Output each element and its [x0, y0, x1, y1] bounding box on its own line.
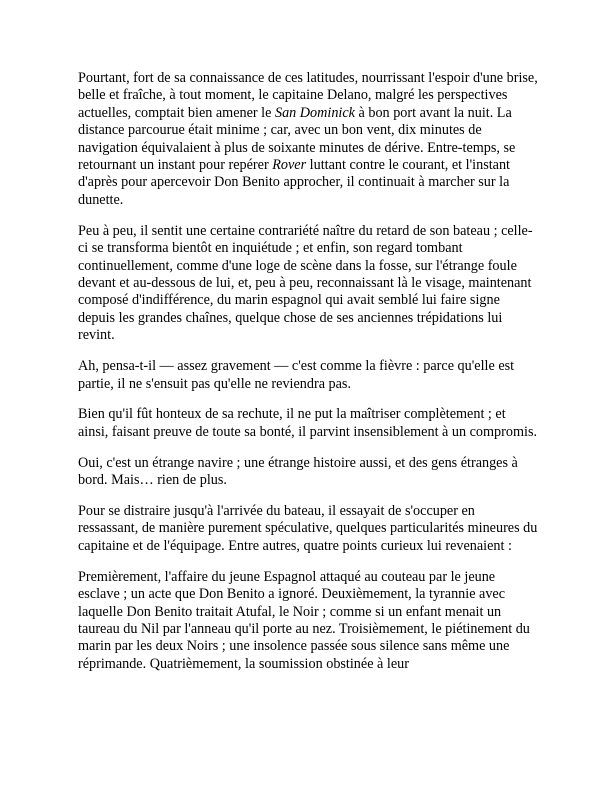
paragraph-4: Bien qu'il fût honteux de sa rechute, il ne put la maîtriser complètement ; et ainsi, faisant preuve de toute sa bonté, il parvint insensiblement à un compromis.	[78, 406, 538, 440]
paragraph-2: Peu à peu, il sentit une certaine contrariété naître du retard de son bateau ; celle-ci se transforma bientôt en inquiétude ; et enfin, son regard tombant continuellement, comme d'une loge de scène dans la fosse, sur l'étrange foule devant et au-dessous de lui, et, peu à peu, reconnaissant là le visage, maintenant composé d'indifférence, du marin espagnol qui avait semblé lui faire signe depuis les grandes chaînes, quelque chose de ses anciennes trépidations lui revint.	[78, 222, 533, 344]
paragraph-1	[78, 70, 538, 209]
body-text	[78, 70, 538, 687]
paragraph-3: Ah, pensa-t-il — assez gravement — c'est comme la fièvre : parce qu'elle est partie, il ne s'ensuit pas qu'elle ne reviendra pas.	[78, 358, 515, 392]
paragraph-1-text-a: Pourtant, fort de sa connaissance de ces latitudes, nourrissant l'espoir d'une brise, belle et fraîche, à tout moment, le capitaine Delano, malgré les perspectives actuelles, comptait bien amener le	[78, 70, 538, 121]
paragraph-6: Pour se distraire jusqu'à l'arrivée du bateau, il essayait de s'occuper en ressassant, de manière purement spéculative, quelques particularités mineures du capitaine et de l'équipage. Entre autres, quatre points curieux lui revenaient :	[78, 503, 538, 554]
paragraph-5: Oui, c'est un étrange navire ; une étrange histoire aussi, et des gens étranges à bord. Mais… rien de plus.	[78, 454, 518, 489]
paragraph-1-text-b: à bon port avant la nuit. La distance parcourue était minime ; car, avec un bon vent, dix minutes de navigation équivalaient à plus de soixante minutes de dérive. Entre-temps, se retournant un instant pour repérer	[78, 104, 516, 174]
ship-name-san-dominick: San Dominick	[274, 104, 355, 121]
paragraph-1-text-c: luttant contre le courant, et l'instant d'après pour apercevoir Don Benito approcher, il continuait à marcher sur la dunette.	[78, 157, 511, 208]
boat-name-rover: Rover	[272, 157, 307, 174]
paragraph-7: Premièrement, l'affaire du jeune Espagnol attaqué au couteau par le jeune esclave ; un acte que Don Benito a ignoré. Deuxièmement, la tyrannie avec laquelle Don Benito traitait Atufal, le Noir ; comme si un enfant menait un taureau du Nil par l'anneau qu'il porte au nez. Troisièmement, le piétinement du marin par les deux Noirs ; une insolence passée sous silence sans même une réprimande. Quatrièmement, la soumission obstinée à leur	[78, 568, 530, 672]
